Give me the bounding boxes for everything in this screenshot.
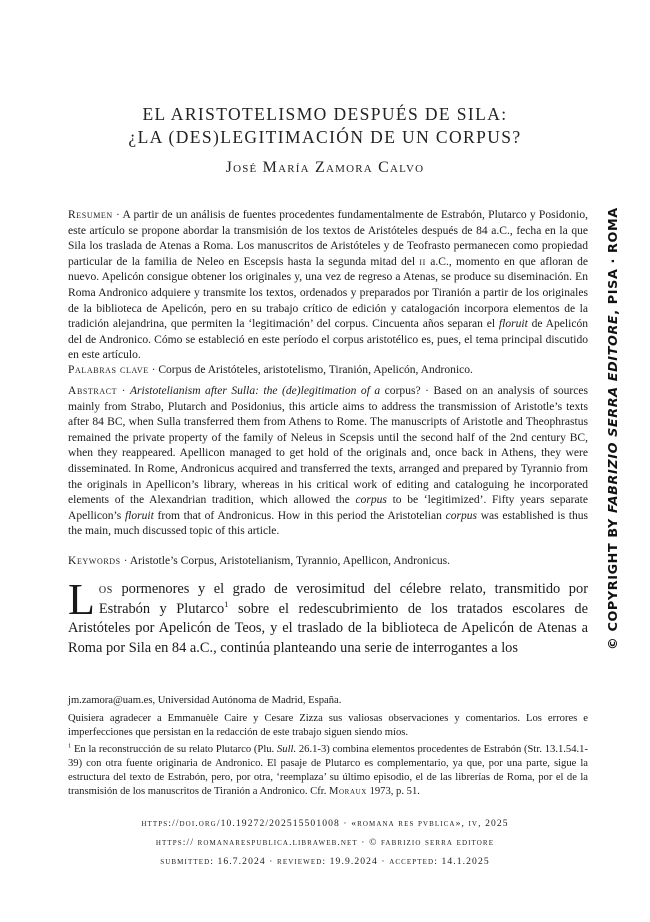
footnote-1-number: 1	[68, 742, 72, 750]
keywords-label: Keywords	[68, 555, 121, 567]
abstract-text-4: was established is thus the main, much discussed topic of this article.	[68, 509, 589, 538]
footnote-1-text-2: 26.1-3) combina elementos procedentes de Estrabón (Str. 13.1.54.1-39) con otra fuente originaria de Andronico. El pasaje de Plutarco es complementario, ya que, por una parte, sigue la estructura del texto de Estrabón, pero, por otra, ‘reemplaza’ su último episodio, el de las librerías de Roma, por el de la transmisión de los manuscritos de Tiranión a Andronico. Cfr.	[68, 744, 588, 797]
keywords-paragraph	[68, 554, 588, 570]
drop-cap-letter: L	[68, 575, 95, 624]
abstract-english-title-corpus: corpus?	[384, 385, 421, 397]
resumen-separator: ·	[112, 209, 123, 221]
article-title-line-2: ¿LA (DES)LEGITIMACIÓN DE UN CORPUS?	[128, 127, 522, 147]
author-affiliation-note: jm.zamora@uam.es, Universidad Autónoma de Madrid, España.	[68, 695, 342, 706]
resumen-text-1: A partir de un análisis de fuentes procedentes fundamentalmente de Estrabón, Plutarco y Posidonio, este artículo se propone abordar la transmisión de los textos de Aristóteles después de 84 a.C., fecha en la que Sila los traslada de Atenas a Roma. Los manuscritos de Aristóteles y de Teofrasto permanecen como propiedad particular de la familia de Neleo en Escepsis hasta la segunda mitad del	[68, 209, 589, 268]
palabras-clave-text: Corpus de Aristóteles, aristotelismo, Tiranión, Apelicón, Andronico.	[158, 364, 473, 376]
body-text-2: sobre el redescubrimiento de los tratados escolares de Aristóteles por Apelicón de Teos, y el traslado de la biblioteca de Apelicón de Atenas a Roma por Sila en 84 a.C., continúa planteando una serie de interrogantes a los	[68, 600, 588, 656]
abstract-label: Abstract	[68, 385, 118, 397]
footnote-1-sull: Sull.	[276, 744, 297, 755]
resumen-paragraph	[68, 208, 588, 364]
resumen-floruit: floruit	[498, 318, 528, 331]
resumen-text-2: a.C., momento en que afloran de nuevo. Apelicón consigue obtener los originales y, una vez de regreso a Atenas, se produce su diseminación. En Roma Andronico adquiere y transmite los textos, ordenados y preparados por Tiranión a partir de los originales de la biblioteca de Apelicón, pero en su trabajo crítico de edición y catalogación incorpora elementos de la tradición alejandrina, que permiten la ‘legitimación’ del corpus. Cincuenta años separan el	[68, 255, 588, 331]
palabras-clave-separator: ·	[148, 364, 159, 376]
resumen-roman-numeral: ii	[419, 255, 426, 268]
website-line: https:// romanarespublica.libraweb.net · © fabrizio serra editore	[155, 837, 495, 848]
footnote-reference-1[interactable]: 1	[224, 598, 229, 609]
submission-dates-line: submitted: 16.7.2024 · reviewed: 19.9.2024 · accepted: 14.1.2025	[160, 856, 490, 867]
abstract-corpus-2: corpus	[445, 509, 478, 522]
copyright-publisher: FABRIZIO SERRA EDITORE	[606, 314, 621, 514]
abstract-text-2: to be ‘legitimized’. Fifty years separate Apellicon’s	[68, 494, 588, 522]
copyright-text-2: , PISA · ROMA	[606, 207, 621, 315]
abstract-separator-2: ·	[420, 385, 434, 397]
acknowledgement-note: Quisiera agradecer a Emmanuèle Caire y Cesare Zizza sus valiosas observaciones y comentarios. Los errores e imperfecciones que persistan en la redacción de este trabajo siguen siendo míos.	[68, 713, 588, 738]
keywords-text: Aristotle’s Corpus, Aristotelianism, Tyrannio, Apellicon, Andronicus.	[129, 555, 451, 567]
footnote-1-text-3: 1973, p. 51.	[366, 786, 420, 797]
palabras-clave-paragraph	[68, 363, 588, 379]
abstract-english-title: Aristotelianism after Sulla: the (de)legitimation of a	[130, 385, 381, 397]
abstract-paragraph	[68, 384, 588, 540]
copyright-vertical-notice	[606, 207, 621, 650]
copyright-text-1: © COPYRIGHT BY	[606, 513, 621, 650]
abstract-corpus-1: corpus	[355, 494, 387, 507]
body-text-1: pormenores y el grado de verosimitud del célebre relato, transmitido por Estrabón y Plutarco	[98, 581, 588, 617]
abstract-text-3: from that of Andronicus. How in this period the Aristotelian	[153, 509, 446, 522]
abstract-separator: ·	[117, 385, 130, 397]
doi-line: https://doi.org/10.19272/202515501008 · «romana res pvblica», iv, 2025	[141, 818, 509, 829]
footnote-1-moraux: Moraux	[329, 786, 367, 797]
footnote-1-text-1: En la reconstrucción de su relato Plutarco (Plu.	[71, 744, 277, 755]
body-first-word: os	[98, 581, 113, 597]
resumen-text-3: de Apelicón del de Andronico. Cómo se estableció en este período el corpus aristotélico es, pues, el tema principal discutido en este artículo.	[68, 318, 588, 362]
resumen-label: Resumen	[68, 209, 113, 221]
abstract-text-1: Based on an analysis of sources mainly from Strabo, Plutarch and Posidonius, this article aims to address the transmission of Aristotle’s texts after 84 BC, when Sulla transferred them from Athens to Rome. The manuscripts of Aristotle and Theophrastus remained the private property of the family of Neleus in Scepsis until the second half of the 2nd century BC, when they reappeared. Apellicon managed to get hold of the originals and, once back in Athens, they were disseminated. In Rome, Andronicus acquired and transferred the texts, arranged and prepared by Tyrannio from the originals in Apellicon’s library, whereas in his critical work of editing and cataloguing he incorporated elements of the Alexandrian tradition, which allowed the	[68, 385, 589, 507]
footnote-1	[68, 743, 588, 799]
author-name: José María Zamora Calvo	[225, 159, 425, 176]
body-first-paragraph	[68, 575, 588, 658]
abstract-floruit: floruit	[124, 509, 154, 522]
palabras-clave-label: Palabras clave	[68, 364, 149, 376]
keywords-separator: ·	[120, 555, 130, 567]
article-title-line-1: EL ARISTOTELISMO DESPUÉS DE SILA:	[142, 104, 508, 124]
